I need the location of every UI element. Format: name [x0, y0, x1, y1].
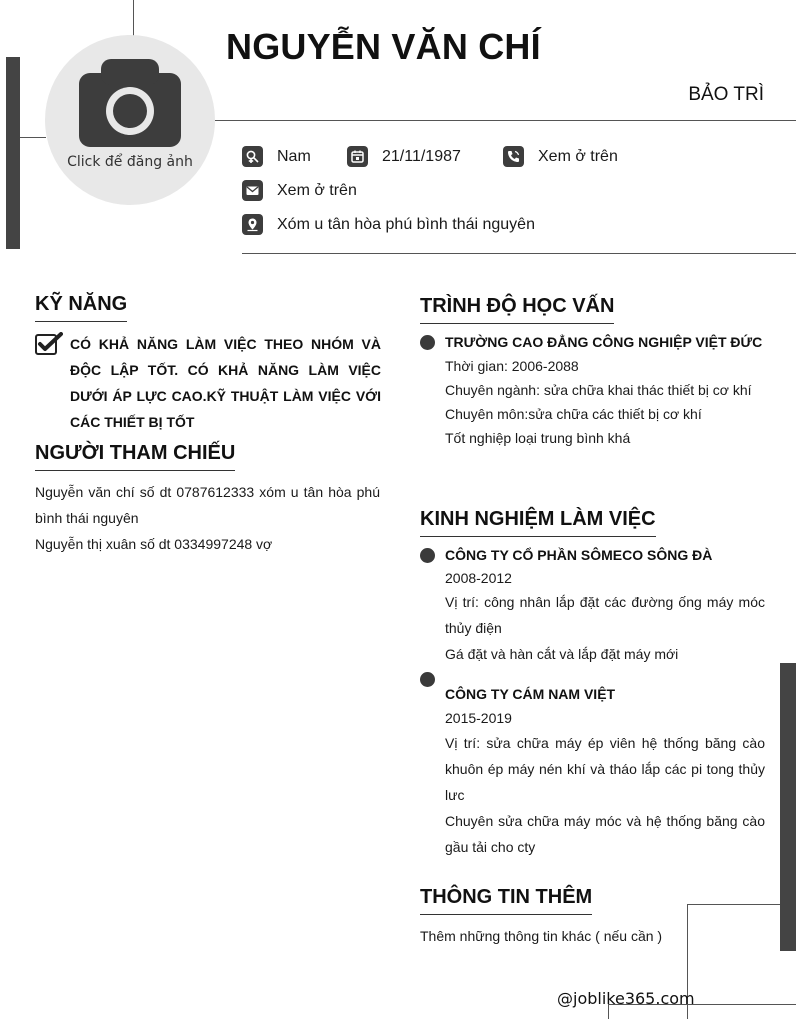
- company-name: CÔNG TY CÁM NAM VIỆT: [445, 686, 616, 702]
- bullet-icon: [420, 548, 435, 563]
- email-value: Xem ở trên: [277, 181, 357, 199]
- phone-icon: [503, 146, 524, 167]
- gender-info: [242, 146, 311, 167]
- location-icon: [242, 214, 263, 235]
- education-subject: Chuyên môn:sửa chữa các thiết bị cơ khí: [445, 406, 702, 422]
- education-time: Thời gian: 2006-2088: [445, 358, 579, 374]
- calendar-icon: [347, 146, 368, 167]
- birthday-info: [347, 146, 461, 167]
- header-divider: [215, 120, 796, 121]
- right-accent-bar: [780, 663, 796, 951]
- avatar-upload[interactable]: [45, 35, 215, 205]
- phone-info: [503, 146, 618, 167]
- gender-icon: [242, 146, 263, 167]
- birthday-value: 21/11/1987: [382, 147, 461, 165]
- education-major: Chuyên ngành: sửa chữa khai thác thiết bị cơ khí: [445, 382, 752, 398]
- skills-heading: KỸ NĂNG: [35, 292, 127, 322]
- corner-line-horizontal: [687, 904, 780, 905]
- left-accent-bar: [6, 57, 20, 249]
- school-name: TRƯỜNG CAO ĐẲNG CÔNG NGHIỆP VIỆT ĐỨC: [445, 334, 763, 350]
- job-title: BẢO TRÌ: [688, 84, 764, 105]
- education-grade: Tốt nghiệp loại trung bình khá: [445, 430, 631, 446]
- camera-icon: [79, 59, 181, 149]
- additional-info-text: Thêm những thông tin khác ( nếu cần ): [420, 928, 663, 944]
- bullet-icon: [420, 672, 435, 687]
- experience-entry: [420, 672, 765, 860]
- education-entry: [420, 330, 765, 450]
- gender-value: Nam: [277, 147, 311, 165]
- job-description: Vị trí: công nhân lắp đặt các đường ống máy móc thủy điện: [445, 594, 765, 636]
- company-name: CÔNG TY CỔ PHẦN SÔMECO SÔNG ĐÀ: [445, 547, 713, 563]
- contact-divider: [242, 253, 796, 254]
- phone-value: Xem ở trên: [538, 147, 618, 165]
- avatar-top-line: [133, 0, 134, 36]
- watermark: @joblike365.com: [557, 989, 695, 1008]
- experience-heading: KINH NGHIỆM LÀM VIỆC: [420, 507, 656, 537]
- job-description: Chuyên sửa chữa máy móc và hệ thống băng cào gầu tải cho cty: [445, 813, 765, 855]
- skill-text: CÓ KHẢ NĂNG LÀM VIỆC THEO NHÓM VÀ ĐỘC LẬP TỐT. CÓ KHẢ NĂNG LÀM VIỆC DƯỚI ÁP LỰC CAO.KỸ THUẬT LÀM VIỆC VỚI CÁC THIẾT BỊ TỐT: [70, 336, 381, 430]
- job-description: Gá đặt và hàn cắt và lắp đặt máy mới: [445, 646, 679, 662]
- avatar-left-line: [20, 137, 46, 138]
- candidate-name: NGUYỄN VĂN CHÍ: [226, 26, 541, 67]
- email-icon: [242, 180, 263, 201]
- address-info: [242, 214, 535, 235]
- additional-info-heading: THÔNG TIN THÊM: [420, 885, 592, 915]
- avatar-upload-label: Click để đăng ảnh: [67, 154, 193, 170]
- email-info: [242, 180, 357, 201]
- job-description: Vị trí: sửa chữa máy ép viên hệ thống băng cào khuôn ép máy nén khí và tháo lắp các pi tong thủy lưc: [445, 735, 765, 803]
- references-list: [35, 479, 380, 557]
- checkbox-icon: [35, 332, 63, 356]
- bullet-icon: [420, 335, 435, 350]
- address-value: Xóm u tân hòa phú bình thái nguyên: [277, 215, 535, 233]
- job-period: 2008-2012: [445, 570, 512, 586]
- skill-item: [35, 331, 381, 435]
- reference-item: Nguyễn thị xuân số dt 0334997248 vợ: [35, 536, 273, 552]
- reference-item: Nguyễn văn chí số dt 0787612333 xóm u tân hòa phú bình thái nguyên: [35, 484, 380, 526]
- references-heading: NGƯỜI THAM CHIẾU: [35, 441, 235, 471]
- education-heading: TRÌNH ĐỘ HỌC VẤN: [420, 294, 614, 324]
- experience-entry: [420, 543, 765, 667]
- job-period: 2015-2019: [445, 710, 512, 726]
